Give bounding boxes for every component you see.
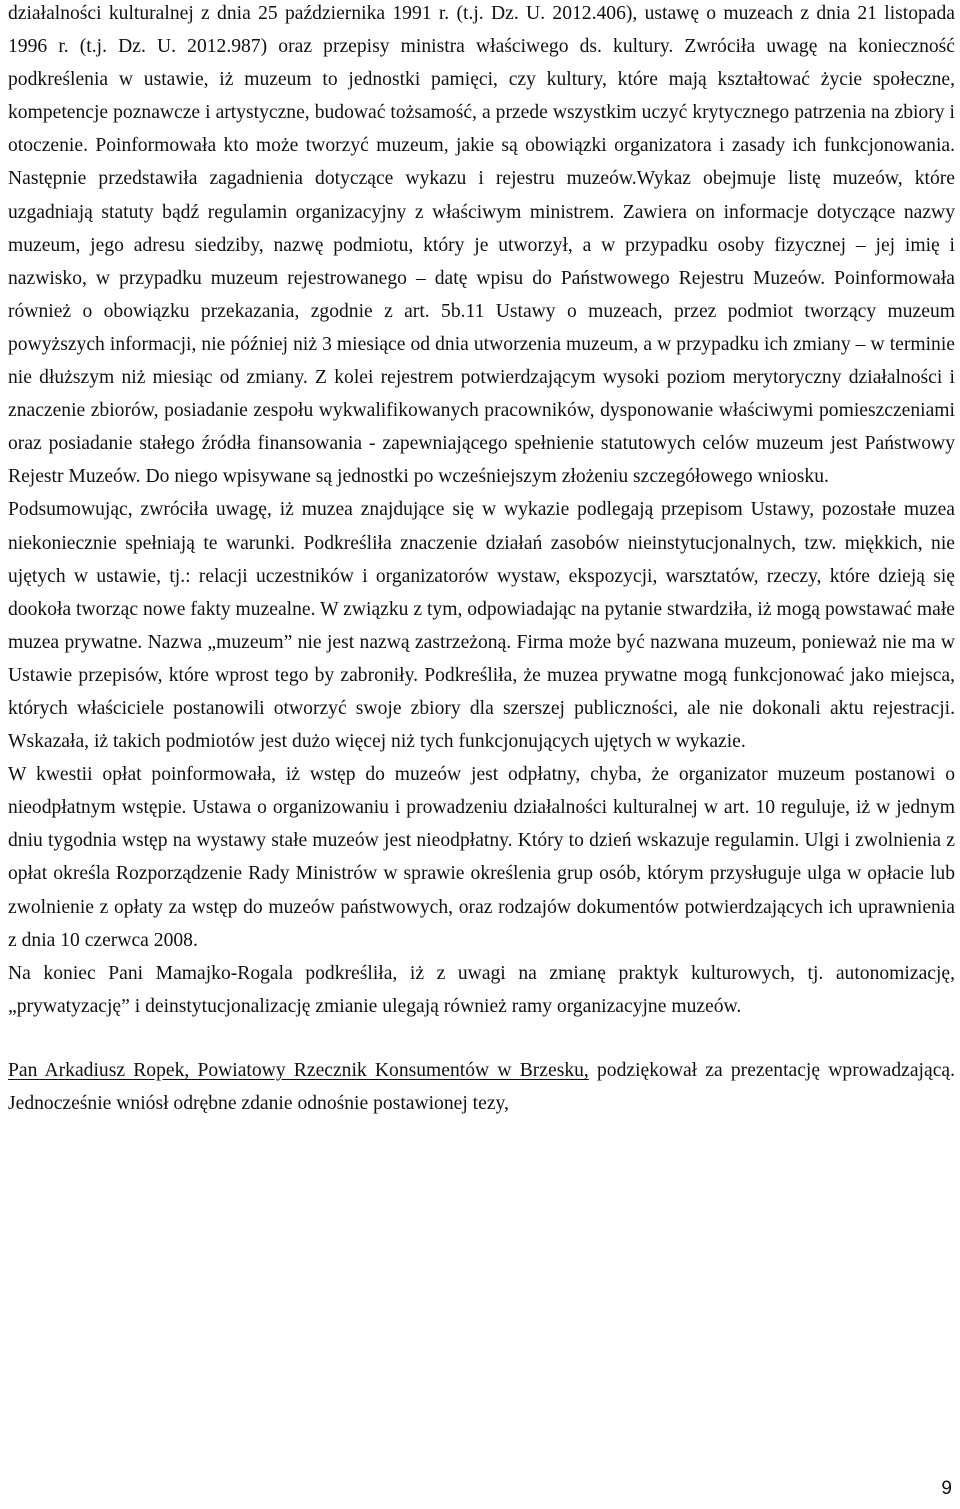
document-page: [8, 0, 955, 1120]
paragraph-spacer: [8, 1023, 955, 1054]
paragraph-summary: Podsumowując, zwróciła uwagę, iż muzea znajdujące się w wykazie podlegają przepisom Ustawy, pozostałe muzea niekoniecznie spełniają te warunki. Podkreśliła znaczenie działań zasobów nieinstytucjonalnych, tzw. miękkich, nie ujętych w ustawie, tj.: relacji uczestników i organizatorów wystaw, ekspozycji, warsztatów, rzeczy, które dzieją się dookoła tworząc nowe fakty muzealne. W związku z tym, odpowiadając na pytanie stwardziła, iż mogą powstawać małe muzea prywatne. Nazwa „muzeum” nie jest nazwą zastrzeżoną. Firma może być nazwana muzeum, ponieważ nie ma w Ustawie przepisów, które wprost tego by zabroniły. Podkreśliła, że muzea prywatne mogą funkcjonować jako miejsca, których właściciele postanowili otworzyć swoje zbiory dla szerszej publiczności, ale nie dokonali aktu rejestracji. Wskazała, iż takich podmiotów jest dużo więcej niż tych funkcjonujących ujętych w wykazie.: [8, 499, 955, 753]
paragraph-conclusion: Na koniec Pani Mamajko-Rogala podkreśliła, iż z uwagi na zmianę praktyk kulturowych, tj. autonomizację, „prywatyzację” i deinstytucjonalizację zmianie ulegają również ramy organizacyjne muzeów.: [8, 962, 955, 1017]
paragraph-fees: W kwestii opłat poinformowała, iż wstęp do muzeów jest odpłatny, chyba, że organizator muzeum postanowi o nieodpłatnym wstępie. Ustawa o organizowaniu i prowadzeniu działalności kulturalnej w art. 10 reguluje, iż w jednym dniu tygodnia wstęp na wystawy stałe muzeów jest nieodpłatny. Który to dzień wskazuje regulamin. Ulgi i zwolnienia z opłat określa Rozporządzenie Rady Ministrów w sprawie określenia grup osób, którym przysługuje ulga w opłacie lub zwolnienie z opłaty za wstęp do muzeów państwowych, oraz rodzajów dokumentów potwierdzających ich uprawnienia z dnia 10 czerwca 2008.: [8, 764, 955, 951]
page-number: 9: [941, 1478, 952, 1499]
paragraph-speaker: [8, 1054, 955, 1120]
speaker-name: Pan Arkadiusz Ropek, Powiatowy Rzecznik Konsumentów w Brzesku,: [8, 1059, 589, 1081]
paragraph-museum-law: działalności kulturalnej z dnia 25 października 1991 r. (t.j. Dz. U. 2012.406), ustawę o muzeach z dnia 21 listopada 1996 r. (t.j. Dz. U. 2012.987) oraz przepisy ministra właściwego ds. kultury. Zwróciła uwagę na konieczność podkreślenia w ustawie, iż muzeum to jednostki pamięci, czy kultury, które mają kształtować życie społeczne, kompetencje poznawcze i artystyczne, budować tożsamość, a przede wszystkim uczyć krytycznego patrzenia na zbiory i otoczenie. Poinformowała kto może tworzyć muzeum, jakie są obowiązki organizatora i zasady ich funkcjonowania. Następnie przedstawiła zagadnienia dotyczące wykazu i rejestru muzeów.Wykaz obejmuje listę muzeów, które uzgadniają statuty bądź regulamin organizacyjny z właściwym ministrem. Zawiera on informacje dotyczące nazwy muzeum, jego adresu siedziby, nazwę podmiotu, który je utworzył, a w przypadku osoby fizycznej – jej imię i nazwisko, w przypadku muzeum rejestrowanego – datę wpisu do Państwowego Rejestru Muzeów. Poinformowała również o obowiązku przekazania, zgodnie z art. 5b.11 Ustawy o muzeach, przez podmiot tworzący muzeum powyższych informacji, nie później niż 3 miesiące od dnia utworzenia muzeum, a w przypadku ich zmiany – w terminie nie dłuższym niż miesiąc od zmiany. Z kolei rejestrem potwierdzającym wysoki poziom merytoryczny działalności i znaczenie zbiorów, posiadanie zespołu wykwalifikowanych pracowników, dysponowanie właściwymi pomieszczeniami oraz posiadanie stałego źródła finansowania - zapewniającego spełnienie statutowych celów muzeum jest Państwowy Rejestr Muzeów. Do niego wpisywane są jednostki po wcześniejszym złożeniu szczegółowego wniosku.: [8, 3, 955, 488]
speaker-statement: podziękował za prezentację wprowadzającą. Jednocześnie wniósł odrębne zdanie odnośnie postawionej tezy,: [8, 1059, 955, 1114]
